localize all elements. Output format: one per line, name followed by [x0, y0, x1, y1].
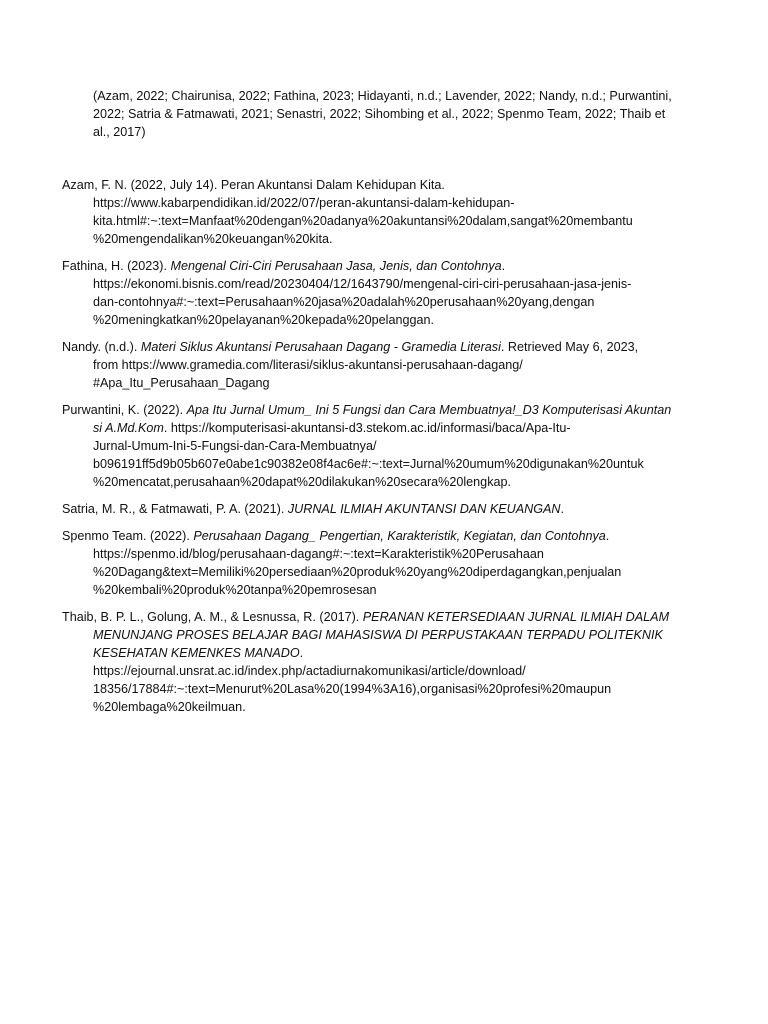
reference-entry [62, 257, 674, 329]
reference-entry [62, 527, 674, 599]
reference-url-line: https://spenmo.id/blog/perusahaan-dagang#:~:text=Karakteristik%20Perusahaan [93, 547, 544, 561]
reference-author-date: Spenmo Team. (2022). [62, 529, 194, 543]
reference-tail: . Retrieved May 6, 2023, [500, 340, 639, 354]
reference-author-date: Nandy. (n.d.). [62, 340, 141, 354]
in-text-citation: (Azam, 2022; Chairunisa, 2022; Fathina, 2023; Hidayanti, n.d.; Lavender, 2022; Nandy, n.d.; Purwantini, 2022; Satria & Fatmawati, 2021; Senastri, 2022; Sihombing et al., 2022; Spenmo Team, 2022; Thaib et al., 2017) [93, 89, 672, 139]
reference-url-line: kita.html#:~:text=Manfaat%20dengan%20adanya%20akuntansi%20dalam,sangat%20membantu [93, 214, 633, 228]
reference-entry [62, 401, 674, 491]
reference-url-line: %20lembaga%20keilmuan. [93, 700, 246, 714]
reference-entry [62, 608, 674, 716]
reference-entry [62, 338, 674, 392]
reference-tail: . [501, 259, 506, 273]
reference-tail: . [560, 502, 565, 516]
reference-url-line: 18356/17884#:~:text=Menurut%20Lasa%20(1994%3A16),organisasi%20profesi%20maupun [93, 682, 612, 696]
reference-url-line: https://ekonomi.bisnis.com/read/20230404/12/1643790/mengenal-ciri-ciri-perusahaan-jasa-jenis- [93, 277, 632, 291]
reference-author-date: Purwantini, K. (2022). [62, 403, 187, 417]
reference-author-date: Satria, M. R., & Fatmawati, P. A. (2021). [62, 502, 288, 516]
reference-title: Apa Itu Jurnal Umum_ Ini 5 Fungsi dan Cara Membuatnya!_D3 Komputerisasi Akuntansi A.Md.Kom [93, 403, 672, 435]
reference-author-date: Thaib, B. P. L., Golung, A. M., & Lesnussa, R. (2017). [62, 610, 363, 624]
reference-entry [62, 500, 674, 518]
reference-title: JURNAL ILMIAH AKUNTANSI DAN KEUANGAN [287, 502, 561, 516]
reference-url-line: %20mengendalikan%20keuangan%20kita. [93, 232, 333, 246]
reference-tail: . https://komputerisasi-akuntansi-d3.stekom.ac.id/informasi/baca/Apa-Itu- [163, 421, 571, 435]
reference-author-date: Fathina, H. (2023). [62, 259, 171, 273]
reference-url-line: Jurnal-Umum-Ini-5-Fungsi-dan-Cara-Membuatnya/ [93, 439, 377, 453]
reference-tail: . [605, 529, 610, 543]
reference-url-line: %20kembali%20produk%20tanpa%20pemrosesan [93, 583, 377, 597]
reference-url-line: b096191ff5d9b05b607e0abe1c90382e08f4ac6e#:~:text=Jurnal%20umum%20digunakan%20untuk [93, 457, 644, 471]
reference-url-line: https://ejournal.unsrat.ac.id/index.php/actadiurnakomunikasi/article/download/ [93, 664, 526, 678]
reference-entry [62, 176, 674, 248]
reference-title: Materi Siklus Akuntansi Perusahaan Dagang - Gramedia Literasi [140, 340, 501, 354]
reference-url-line: %20mencatat,perusahaan%20dapat%20dilakukan%20secara%20lengkap. [93, 475, 511, 489]
reference-url-line: %20meningkatkan%20pelayanan%20kepada%20pelanggan. [93, 313, 435, 327]
reference-title: PERANAN KETERSEDIAAN JURNAL ILMIAH DALAM MENUNJANG PROSES BELAJAR BAGI MAHASISWA DI PERPUSTAKAAN TERPADU POLITEKNIK KESEHATAN KEMENKES MANADO [93, 610, 670, 660]
reference-title: Perusahaan Dagang_ Pengertian, Karakteristik, Kegiatan, dan Contohnya [193, 529, 606, 543]
reference-url-line: dan-contohnya#:~:text=Perusahaan%20jasa%20adalah%20perusahaan%20yang,dengan [93, 295, 595, 309]
reference-url-line: %20Dagang&text=Memiliki%20persediaan%20produk%20yang%20diperdagangkan,penjualan [93, 565, 622, 579]
reference-tail: . [299, 646, 304, 660]
reference-url-line: from https://www.gramedia.com/literasi/siklus-akuntansi-perusahaan-dagang/ [93, 358, 523, 372]
reference-author-date: Azam, F. N. (2022, July 14). Peran Akuntansi Dalam Kehidupan Kita. [62, 178, 445, 192]
reference-list [62, 176, 674, 725]
reference-title: Mengenal Ciri-Ciri Perusahaan Jasa, Jenis, dan Contohnya [170, 259, 502, 273]
reference-url-line: https://www.kabarpendidikan.id/2022/07/peran-akuntansi-dalam-kehidupan- [93, 196, 515, 210]
reference-url-line: #Apa_Itu_Perusahaan_Dagang [93, 376, 270, 390]
